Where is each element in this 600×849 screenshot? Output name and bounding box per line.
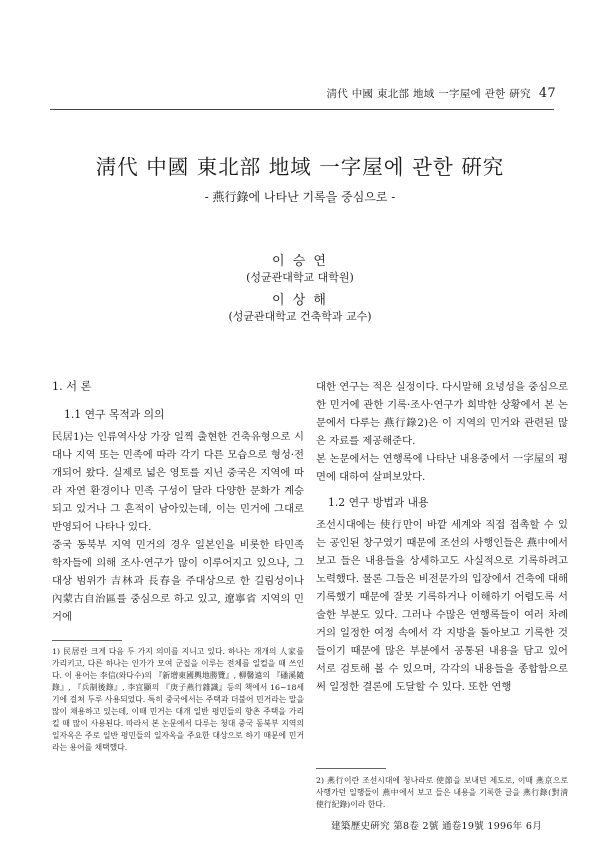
running-title: 淸代 中國 東北部 地域 一字屋에 관한 硏究 [326,88,531,100]
left-column [52,378,304,626]
article-subtitle: - 燕行錄에 나타난 기록을 중심으로 - [204,190,396,204]
page-number: 47 [538,86,556,101]
journal-footer: 建築歷史硏究 第8卷 2號 通卷19號 1996年 6月 [331,821,542,832]
body-paragraph: 본 논문에서는 연행록에 나타난 내용중에서 一字屋의 평면에 대하여 살펴보았다. [316,453,568,483]
body-paragraph: 조선시대에는 使行만이 바깥 세계와 직접 접촉할 수 있는 공인된 창구였기 때문에 조선의 사행인들은 燕中에서 보고 들은 내용들을 상세하고도 사실적으로 기록하려고 노력했다. 물론 그들은 비전문가의 입장에서 건축에 대해 기록했기 때문에 잘못 기록하거나 이해하기 어렵도록 서술한 부분도 있다. 그러나 수많은 연행록들이 여러 차례 거의 일정한 여정 속에서 각 지방을 돌아보고 기록한 것들이기 때문에 많은 부분에서 공통된 내용을 담고 있어 서로 검토해 볼 수 있으며, 각각의 내용들을 종합함으로써 일정한 결론에 도달할 수 있다. 또한 연행 [316,519,568,693]
footnote-2: 2) 燕行이란 조선시대에 청나라로 使節을 보내던 제도로, 이때 燕京으로 사행가던 일행들이 燕中에서 보고 들은 내용을 기록한 글을 燕行錄(對淸 使行紀錄)이라 한다. [316,776,568,809]
footnote-rule [316,768,386,769]
right-column [316,378,568,696]
body-paragraph: 民居1)는 인류역사상 가장 일찍 출현한 건축유형으로 시대나 지역 또는 민족에 따라 각기 다른 모습으로 형성·전개되어 왔다. 실제로 넓은 영토를 지닌 중국은 지역에 따라 자연 환경이나 민족 구성이 달라 다양한 문화가 계승되고 있거나 그 흔적이 남아있는데, 이는 민거에 그대로 반영되어 나타나 있다. [52,431,304,533]
body-paragraph: 대한 연구는 적은 실정이다. 다시말해 요녕성을 중심으로 한 민거에 관한 기록·조사·연구가 희박한 상황에서 본 논문에서 다루는 燕行錄2)은 이 지역의 민거와 관련된 많은 자료를 제공해준다. [316,381,568,447]
footnote-rule [52,640,122,641]
article-title: 淸代 中國 東北部 地域 一字屋에 관한 硏究 [95,155,505,179]
author-2-affiliation: (성균관대학교 건축학과 교수) [228,310,372,323]
subsection-heading-purpose: 1.1 연구 목적과 의의 [64,408,165,421]
author-2-name: 이 상 해 [272,293,328,308]
section-heading-introduction: 1. 서 론 [52,380,92,393]
author-1-affiliation: (성균관대학교 대학원) [246,271,354,284]
body-paragraph: 중국 동북부 지역 민거의 경우 일본인을 비롯한 타민족 학자들에 의해 조사·연구가 많이 이루어지고 있으나, 그 대상 범위가 吉林과 長春을 주대상으로 한 길림성이나 內蒙古自治區를 중심으로 하고 있고, 遼寧省 지역의 민거에 [52,539,304,623]
footnote-1: 1) 民居란 크게 다음 두 가지 의미를 지니고 있다. 하나는 개개의 人家를 가리키고, 다른 하나는 인가가 모여 군집을 이루는 전체를 일컬을 때 쓰인다. 이 용어는 李信(와다수)의 『新增東國輿地勝覽』, 柳馨遠의 『磻溪隨錄』, 『兵制後錄』, 李宜顯의 『庚子燕行雜識』등의 책에서 16~18세기에 걸쳐 두루 사용되었다. 특히 중국에서는 주택과 더불어 민거라는 말을 많이 채용하고 있는데, 이때 민거는 대개 일반 평민들의 향촌 주택을 가리킬 때 많이 사용된다. 따라서 본 논문에서 다루는 청대 중국 동북부 지역의 일자옥은 주로 일반 평민들의 일자옥을 주요한 대상으로 하기 때문에 민거라는 용어를 채택했다. [52,647,304,752]
subsection-heading-method: 1.2 연구 방법과 내용 [328,496,429,509]
author-1-name: 이 승 연 [272,254,328,269]
header-rule [50,109,554,110]
running-header [326,86,556,101]
